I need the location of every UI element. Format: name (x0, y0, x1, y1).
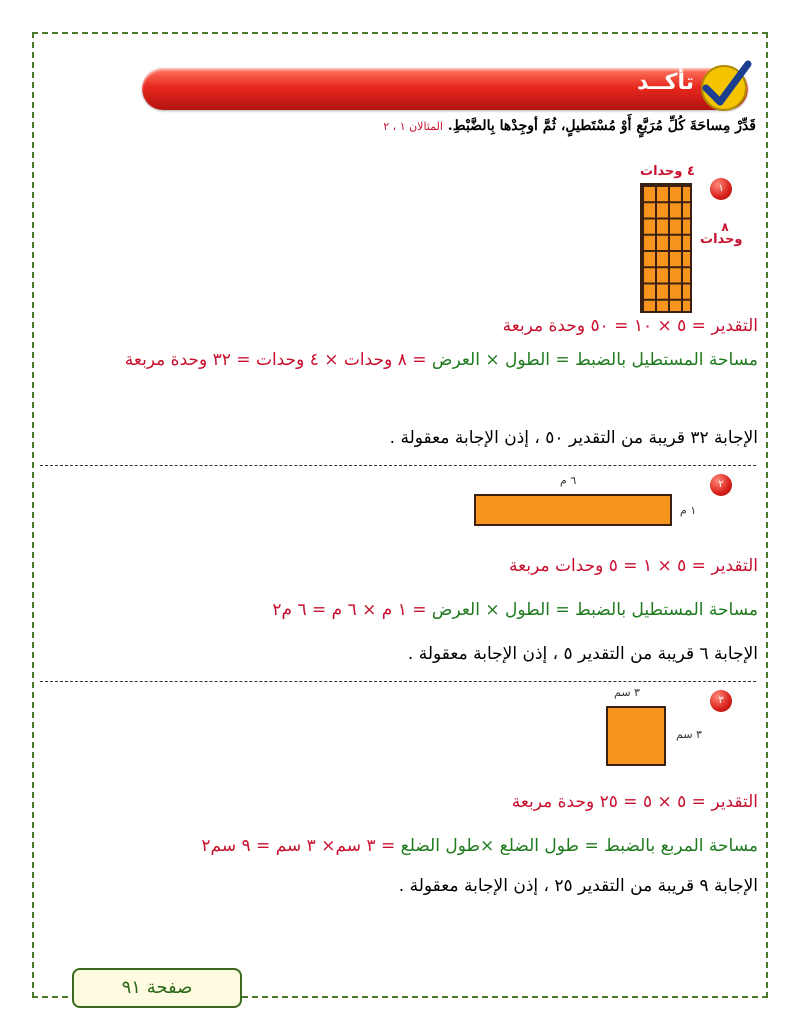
exact-value: = ٨ وحدات × ٤ وحدات = ٣٢ وحدة مربعة (124, 350, 432, 370)
rectangle-side-label: ١ م (680, 504, 697, 517)
checkmark-icon (690, 58, 752, 116)
estimate-line: التقدير = ٥ × ١٠ = ٥٠ وحدة مربعة (502, 316, 758, 336)
problem-number-badge: ٢ (710, 474, 732, 496)
estimate-line: التقدير = ٥ × ١ = ٥ وحدات مربعة (509, 556, 758, 576)
grid-side-label-number: ٨ (721, 220, 729, 234)
square-top-label: ٣ سم (614, 686, 640, 699)
conclusion-line: الإجابة ٦ قريبة من التقدير ٥ ، إذن الإجابة معقولة . (407, 644, 758, 664)
exact-formula: مساحة المربع بالضبط = طول الضلع ×طول الضلع (400, 836, 758, 856)
square-figure (606, 706, 666, 766)
examples-reference: المثالان ١ ، ٢ (383, 120, 443, 133)
grid-side-label-word: وحدات (700, 232, 743, 247)
conclusion-line: الإجابة ٣٢ قريبة من التقدير ٥٠ ، إذن الإجابة معقولة . (389, 428, 758, 448)
section-title: تأكــد (636, 70, 694, 95)
rectangle-top-label: ٦ م (560, 474, 577, 487)
instruction-text (40, 118, 756, 134)
estimate-line: التقدير = ٥ × ٥ = ٢٥ وحدة مربعة (511, 792, 758, 812)
section-divider (40, 465, 756, 466)
instruction-main: قَدِّرْ مِساحَةَ كُلِّ مُرَبَّعٍ أَوْ مُسْتَطيلٍ، ثُمَّ أوجِدْها بِالضَّبْطِ. (447, 118, 756, 134)
exact-formula: مساحة المستطيل بالضبط = الطول × العرض (431, 350, 758, 370)
square-side-label: ٣ سم (676, 728, 702, 741)
problem-number-badge: ٣ (710, 690, 732, 712)
exact-line (38, 832, 758, 860)
exact-line (38, 596, 758, 624)
rectangle-figure (474, 494, 672, 526)
exact-value: = ٣ سم× ٣ سم = ٩ سم٢ (201, 836, 401, 856)
exact-value: = ١ م × ٦ م = ٦ م٢ (272, 600, 432, 620)
grid-rectangle-figure (640, 183, 692, 313)
conclusion-line: الإجابة ٩ قريبة من التقدير ٢٥ ، إذن الإجابة معقولة . (398, 876, 758, 896)
page-number-tag: صفحة ٩١ (72, 968, 242, 1008)
exact-line (38, 346, 758, 374)
problem-number-badge: ١ (710, 178, 732, 200)
section-divider (40, 681, 756, 682)
exact-formula: مساحة المستطيل بالضبط = الطول × العرض (431, 600, 758, 620)
grid-top-label: ٤ وحدات (640, 164, 695, 179)
